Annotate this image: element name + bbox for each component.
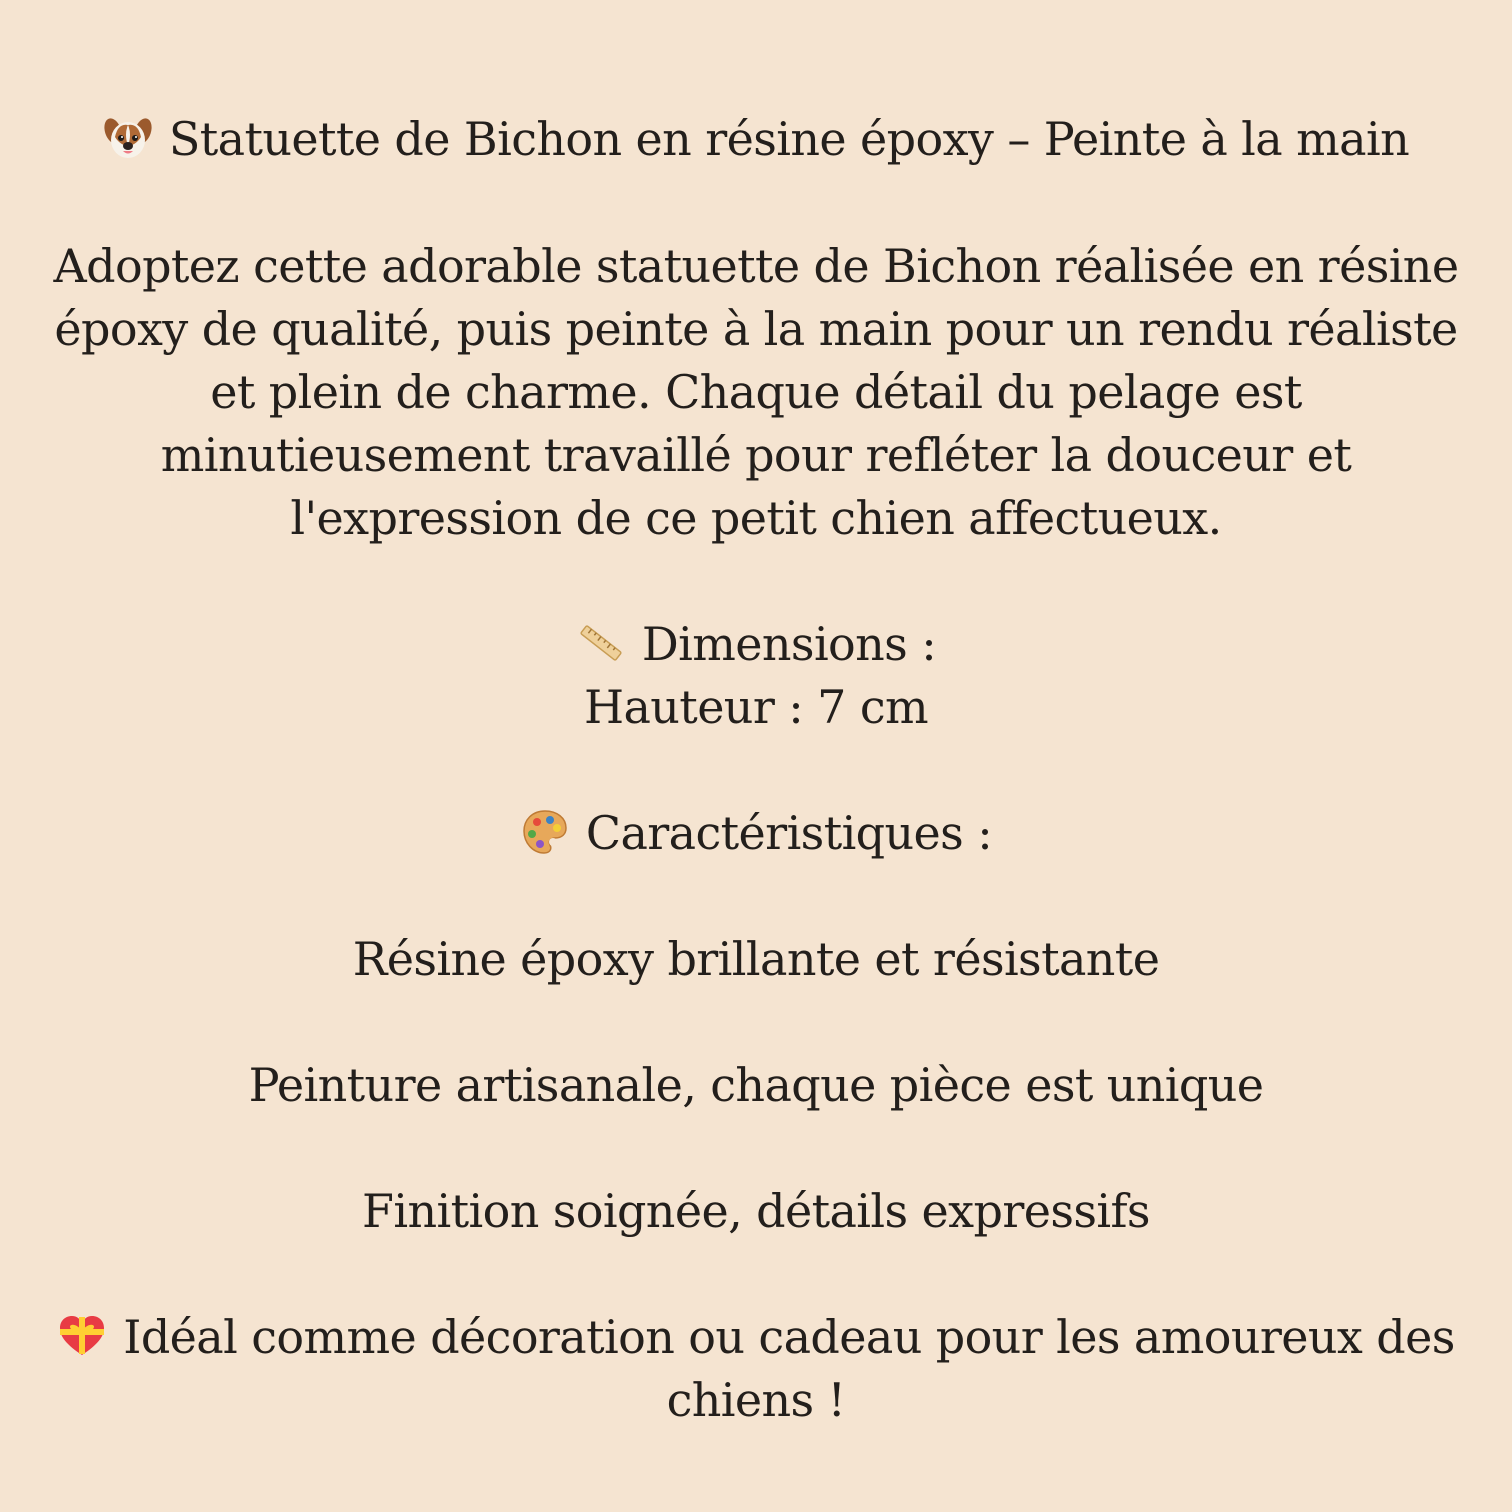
dog-face-icon [103,113,153,163]
dimensions-heading-text: Dimensions : [641,617,937,671]
product-intro-paragraph: Adoptez cette adorable statuette de Bichon réalisée en résine époxy de qualité, puis peinte à la main pour un rendu réaliste et plein de charme. Chaque détail du pelage est minutieusement travaillé pour refléter la douceur et l'expression de ce petit chien affectueux. [53,239,1459,545]
dimensions-section [40,613,1472,739]
product-title [40,108,1472,171]
dimension-height: Hauteur : 7 cm [583,680,929,734]
gift-heart-icon [57,1311,107,1361]
product-title-text: Statuette de Bichon en résine époxy – Peinte à la main [168,112,1410,166]
feature-item: Peinture artisanale, chaque pièce est unique [248,1058,1264,1112]
feature-item: Finition soignée, détails expressifs [362,1184,1150,1238]
closing-statement [40,1306,1472,1432]
features-heading-text: Caractéristiques : [585,806,993,860]
palette-icon [520,807,570,857]
closing-statement-text: Idéal comme décoration ou cadeau pour les amoureux des chiens ! [123,1310,1455,1427]
ruler-icon [576,618,626,668]
dimensions-heading [40,613,1472,676]
features-heading [40,802,1472,865]
feature-item: Résine époxy brillante et résistante [352,932,1160,986]
